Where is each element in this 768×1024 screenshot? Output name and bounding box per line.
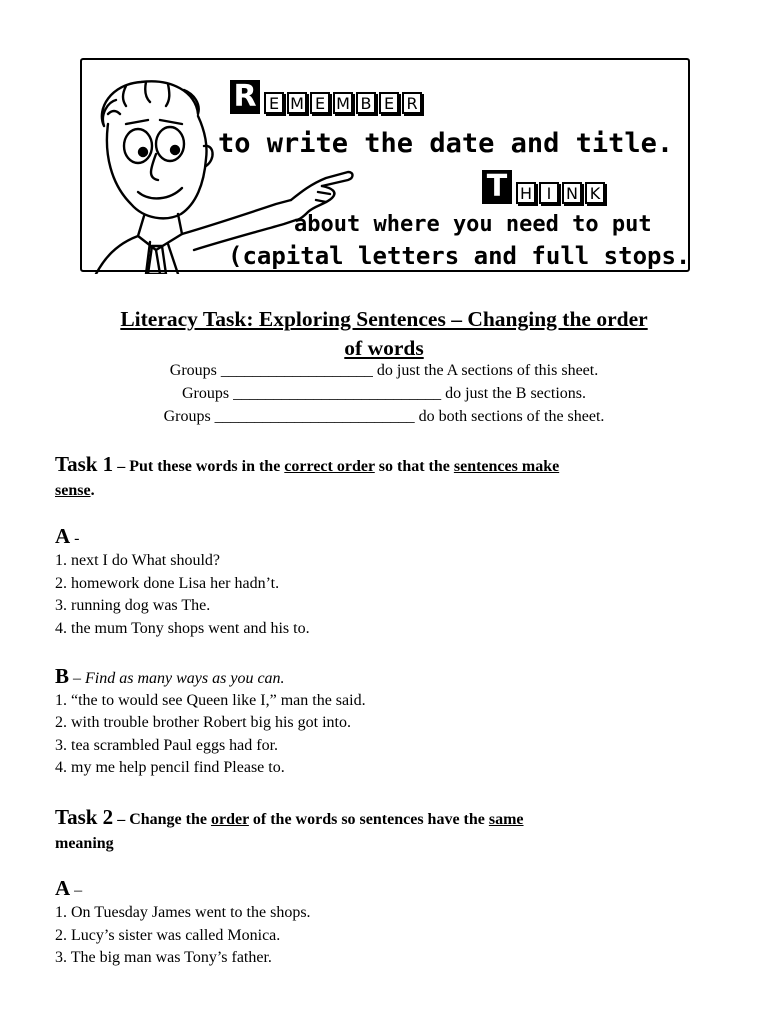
- groups-line-a: Groups ___________________ do just the A sections of this sheet.: [169, 362, 599, 379]
- section-dash: -: [70, 530, 80, 547]
- section-dash: –: [69, 670, 86, 687]
- banner-line-about: about where you need to put: [294, 212, 652, 237]
- section-label: A: [55, 876, 71, 900]
- letter-box: N: [562, 182, 582, 204]
- task-1-correct-order: correct order: [284, 458, 375, 475]
- list-item: 3. running dog was The.: [55, 597, 211, 614]
- task-1-period: .: [90, 482, 95, 499]
- section-label: A: [55, 524, 71, 548]
- title-line-1: Literacy Task: Exploring Sentences – Changing the order: [120, 307, 648, 331]
- list-item: 3. tea scrambled Paul eggs had for.: [55, 737, 279, 754]
- list-item: 4. my me help pencil find Please to.: [55, 759, 285, 776]
- reminder-banner: [78, 56, 694, 276]
- list-item: 3. The big man was Tony’s father.: [55, 949, 272, 966]
- letter-box: R: [402, 92, 422, 114]
- list-item: 1. “the to would see Queen like I,” man the said.: [55, 692, 366, 709]
- task-2-same: same: [488, 811, 524, 828]
- letter-box: E: [379, 92, 399, 114]
- list-item: 2. Lucy’s sister was called Monica.: [55, 927, 281, 944]
- remember-word: [230, 80, 425, 114]
- task-2-section-a-heading: [55, 876, 82, 901]
- task-1-sentences-make: sentences make: [453, 458, 560, 475]
- task-2-order: order: [210, 811, 249, 828]
- task-2-meaning: meaning: [55, 835, 114, 852]
- task-1-section-b-heading: [55, 664, 285, 689]
- letter-box: H: [516, 182, 536, 204]
- title-line-2: of words: [344, 336, 424, 360]
- list-item: 1. next I do What should?: [55, 552, 221, 569]
- task-1-label: Task 1: [55, 452, 114, 476]
- list-item: 4. the mum Tony shops went and his to.: [55, 620, 310, 637]
- letter-box: E: [264, 92, 284, 114]
- think-first-letter: T: [482, 170, 512, 204]
- task-2-text-2: of the words so sentences have the: [248, 811, 489, 828]
- groups-line-b: Groups __________________________ do just the B sections.: [182, 385, 586, 402]
- section-b-instruction: Find as many ways as you can.: [85, 670, 285, 687]
- letter-box: B: [356, 92, 376, 114]
- list-item: 2. homework done Lisa her hadn’t.: [55, 575, 280, 592]
- task-1-section-a-heading: [55, 524, 80, 549]
- remember-first-letter: R: [230, 80, 260, 114]
- task-2-label: Task 2: [55, 805, 114, 829]
- section-label: B: [55, 664, 70, 688]
- letter-box: M: [287, 92, 307, 114]
- task-1-sense: sense: [55, 482, 91, 499]
- task-2-text: – Change the: [113, 811, 211, 828]
- letter-box: M: [333, 92, 353, 114]
- section-dash: –: [70, 882, 83, 899]
- banner-line-capitals: (capital letters and full stops.: [228, 242, 691, 270]
- list-item: 2. with trouble brother Robert big his got into.: [55, 714, 351, 731]
- letter-box: K: [585, 182, 605, 204]
- task-2-heading: [55, 805, 715, 856]
- groups-line-both: Groups _________________________ do both sections of the sheet.: [163, 408, 605, 425]
- think-word: [482, 170, 608, 204]
- page-title: [40, 305, 728, 363]
- task-1-text: – Put these words in the: [113, 458, 285, 475]
- list-item: 1. On Tuesday James went to the shops.: [55, 904, 311, 921]
- letter-box: E: [310, 92, 330, 114]
- task-1-text-2: so that the: [374, 458, 454, 475]
- banner-line-date-title: to write the date and title.: [218, 128, 674, 159]
- letter-box: I: [539, 182, 559, 204]
- task-1-heading: [55, 452, 715, 503]
